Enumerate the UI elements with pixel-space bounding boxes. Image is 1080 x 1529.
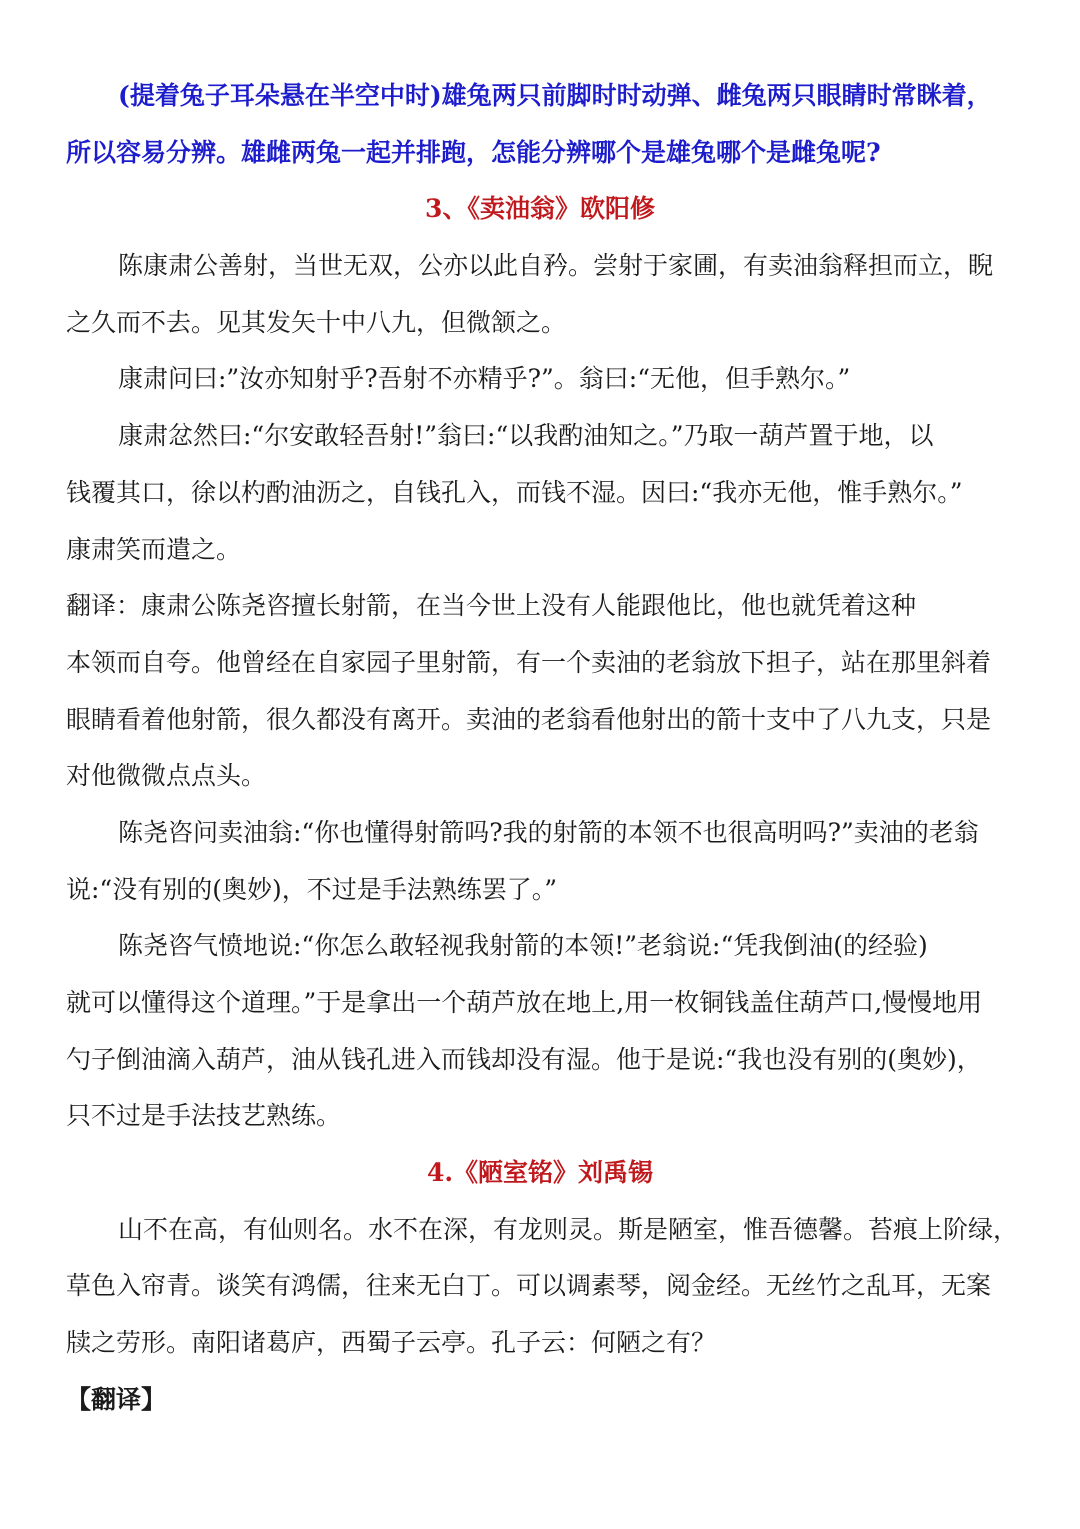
section-3-translation-para-3-line-3: 勺子倒油滴入葫芦，油从钱孔进入而钱却没有湿。他于是说:“我也没有别的(奥妙)， [66, 1045, 982, 1074]
section-3-translation-para-2-line-1: 陈尧咨问卖油翁:“你也懂得射箭吗?我的射箭的本领不也很高明吗?”卖油的老翁 [118, 818, 979, 847]
section-3-heading: 3、《卖油翁》欧阳修 [425, 194, 655, 223]
section-3-para-3-line-2: 钱覆其口，徐以杓酌油沥之，自钱孔入，而钱不湿。因曰:“我亦无他，惟手熟尔。” [66, 478, 963, 507]
section-3-para-3-line-1: 康肃忿然曰:“尔安敢轻吾射!”翁曰:“以我酌油知之。”乃取一葫芦置于地，以 [118, 421, 934, 450]
section-3-translation-line-4: 对他微微点点头。 [66, 761, 267, 790]
section-3-translation-line-3: 眼睛看着他射箭，很久都没有离开。卖油的老翁看他射出的箭十支中了八九支，只是 [66, 705, 992, 734]
section-3-translation-para-3-line-1: 陈尧咨气愤地说:“你怎么敢轻视我射箭的本领!”老翁说:“凭我倒油(的经验) [118, 931, 928, 960]
section-4-heading: 4.《陋室铭》刘禹锡 [426, 1158, 654, 1187]
section-3-translation-line-2: 本领而自夸。他曾经在自家园子里射箭，有一个卖油的老翁放下担子，站在那里斜着 [66, 648, 992, 677]
section-3-para-1-line-1: 陈康肃公善射，当世无双，公亦以此自矜。尝射于家圃，有卖油翁释担而立，睨 [118, 251, 994, 280]
section-4-para-1-line-3: 牍之劳形。南阳诸葛庐，西蜀子云亭。孔子云：何陋之有？ [66, 1328, 717, 1357]
section-4-translation-label: 【翻译】 [66, 1385, 167, 1414]
section-3-translation-line-1: 翻译：康肃公陈尧咨擅长射箭，在当今世上没有人能跟他比，他也就凭着这种 [66, 591, 917, 620]
section-4-para-1-line-1: 山不在高，有仙则名。水不在深，有龙则灵。斯是陋室，惟吾德馨。苔痕上阶绿， [118, 1215, 1019, 1244]
section-3-translation-para-2-line-2: 说:“没有别的(奥妙)，不过是手法熟练罢了。” [66, 875, 557, 904]
section-3-translation-para-3-line-4: 只不过是手法技艺熟练。 [66, 1101, 342, 1130]
section-3-para-3-line-3: 康肃笑而遣之。 [66, 535, 242, 564]
section-3-translation-para-3-line-2: 就可以懂得这个道理。”于是拿出一个葫芦放在地上,用一枚铜钱盖住葫芦口,慢慢地用 [66, 988, 983, 1017]
section-3-para-2: 康肃问曰:”汝亦知射乎?吾射不亦精乎?”。翁曰:“无他，但手熟尔。” [118, 364, 851, 393]
intro-line-1: (提着兔子耳朵悬在半空中时)雄兔两只前脚时时动弹、雌兔两只眼睛时常眯着， [118, 81, 992, 110]
section-3-para-1-line-2: 之久而不去。见其发矢十中八九，但微颔之。 [66, 308, 567, 337]
section-4-para-1-line-2: 草色入帘青。谈笑有鸿儒，往来无白丁。可以调素琴，阅金经。无丝竹之乱耳，无案 [66, 1271, 992, 1300]
intro-line-2: 所以容易分辨。雄雌两兔一起并排跑，怎能分辨哪个是雄兔哪个是雌兔呢? [66, 138, 881, 167]
